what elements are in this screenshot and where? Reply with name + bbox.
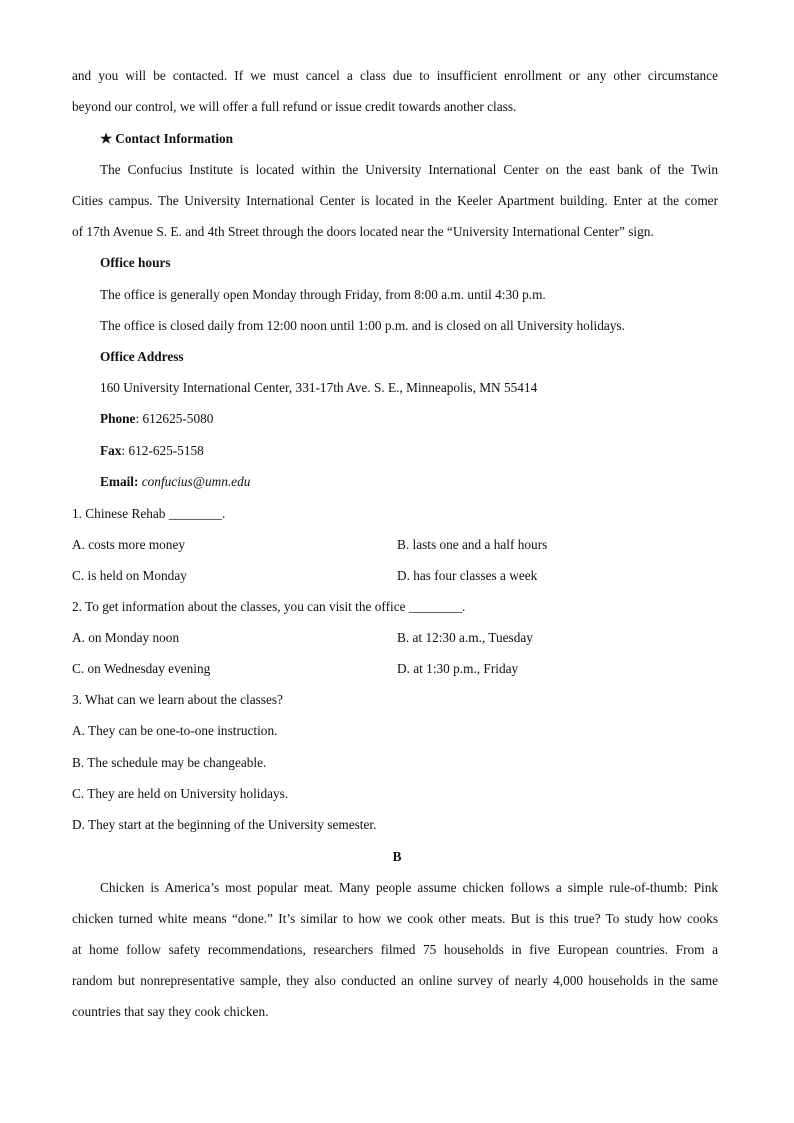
question-2-option-c: C. on Wednesday evening xyxy=(72,661,211,676)
office-hours-line-1: The office is generally open Monday through Friday, from 8:00 a.m. until 4:30 p.m. xyxy=(100,287,546,302)
phone-line xyxy=(100,410,213,428)
question-1-stem: 1. Chinese Rehab ________. xyxy=(72,506,226,521)
passage-b-line-4: random but nonrepresentative sample, they also conducted an online survey of nearly 4,000 households in the same xyxy=(72,973,718,988)
fax-label: Fax xyxy=(100,443,122,458)
phone-label: Phone xyxy=(100,411,136,426)
passage-b-line-3: at home follow safety recommendations, researchers filmed 75 households in five European countries. From a xyxy=(72,942,718,957)
email-line xyxy=(100,473,250,491)
contact-information-heading: ★ Contact Information xyxy=(100,131,234,146)
question-2-option-b: B. at 12:30 a.m., Tuesday xyxy=(397,630,533,645)
question-3-option-a: A. They can be one-to-one instruction. xyxy=(72,723,278,738)
office-hours-heading: Office hours xyxy=(100,255,171,270)
email-address: confucius@umn.edu xyxy=(141,474,251,489)
fax-number: : 612-625-5158 xyxy=(121,443,204,458)
phone-number: : 612625-5080 xyxy=(135,411,214,426)
office-address: 160 University International Center, 331-17th Ave. S. E., Minneapolis, MN 55414 xyxy=(100,380,538,395)
question-3-option-c: C. They are held on University holidays. xyxy=(72,786,289,801)
contact-paragraph-line-1: The Confucius Institute is located within the University International Center on the east bank of the Twin xyxy=(100,162,718,177)
question-3-stem: 3. What can we learn about the classes? xyxy=(72,692,283,707)
question-2-option-d: D. at 1:30 p.m., Friday xyxy=(397,661,519,676)
question-3-option-b: B. The schedule may be changeable. xyxy=(72,755,267,770)
passage-b-line-1: Chicken is America’s most popular meat. Many people assume chicken follows a simple rule-of-thumb: Pink xyxy=(100,880,718,895)
question-2-option-a: A. on Monday noon xyxy=(72,630,180,645)
passage-a-continuation-line-2: beyond our control, we will offer a full refund or issue credit towards another class. xyxy=(72,99,517,114)
passage-b-line-2: chicken turned white means “done.” It’s similar to how we cook other meats. But is this true? To study how cooks xyxy=(72,911,718,926)
question-1-option-c: C. is held on Monday xyxy=(72,568,187,583)
email-label: Email: xyxy=(100,474,139,489)
office-address-heading: Office Address xyxy=(100,349,184,364)
question-3-option-d: D. They start at the beginning of the University semester. xyxy=(72,817,377,832)
contact-paragraph-line-2: Cities campus. The University International Center is located in the Keeler Apartment building. Enter at the comer xyxy=(72,193,718,208)
passage-a-continuation-line-1: and you will be contacted. If we must cancel a class due to insufficient enrollment or any other circumstance xyxy=(72,68,718,83)
passage-b-heading: B xyxy=(392,849,402,864)
passage-b-line-5: countries that say they cook chicken. xyxy=(72,1004,269,1019)
question-1-option-a: A. costs more money xyxy=(72,537,186,552)
question-1-option-d: D. has four classes a week xyxy=(397,568,538,583)
contact-paragraph-line-3: of 17th Avenue S. E. and 4th Street through the doors located near the “University International Center” sign. xyxy=(72,224,654,239)
office-hours-line-2: The office is closed daily from 12:00 noon until 1:00 p.m. and is closed on all University holidays. xyxy=(100,318,625,333)
fax-line xyxy=(100,442,204,460)
question-1-option-b: B. lasts one and a half hours xyxy=(397,537,548,552)
question-2-stem: 2. To get information about the classes, you can visit the office ________. xyxy=(72,599,466,614)
